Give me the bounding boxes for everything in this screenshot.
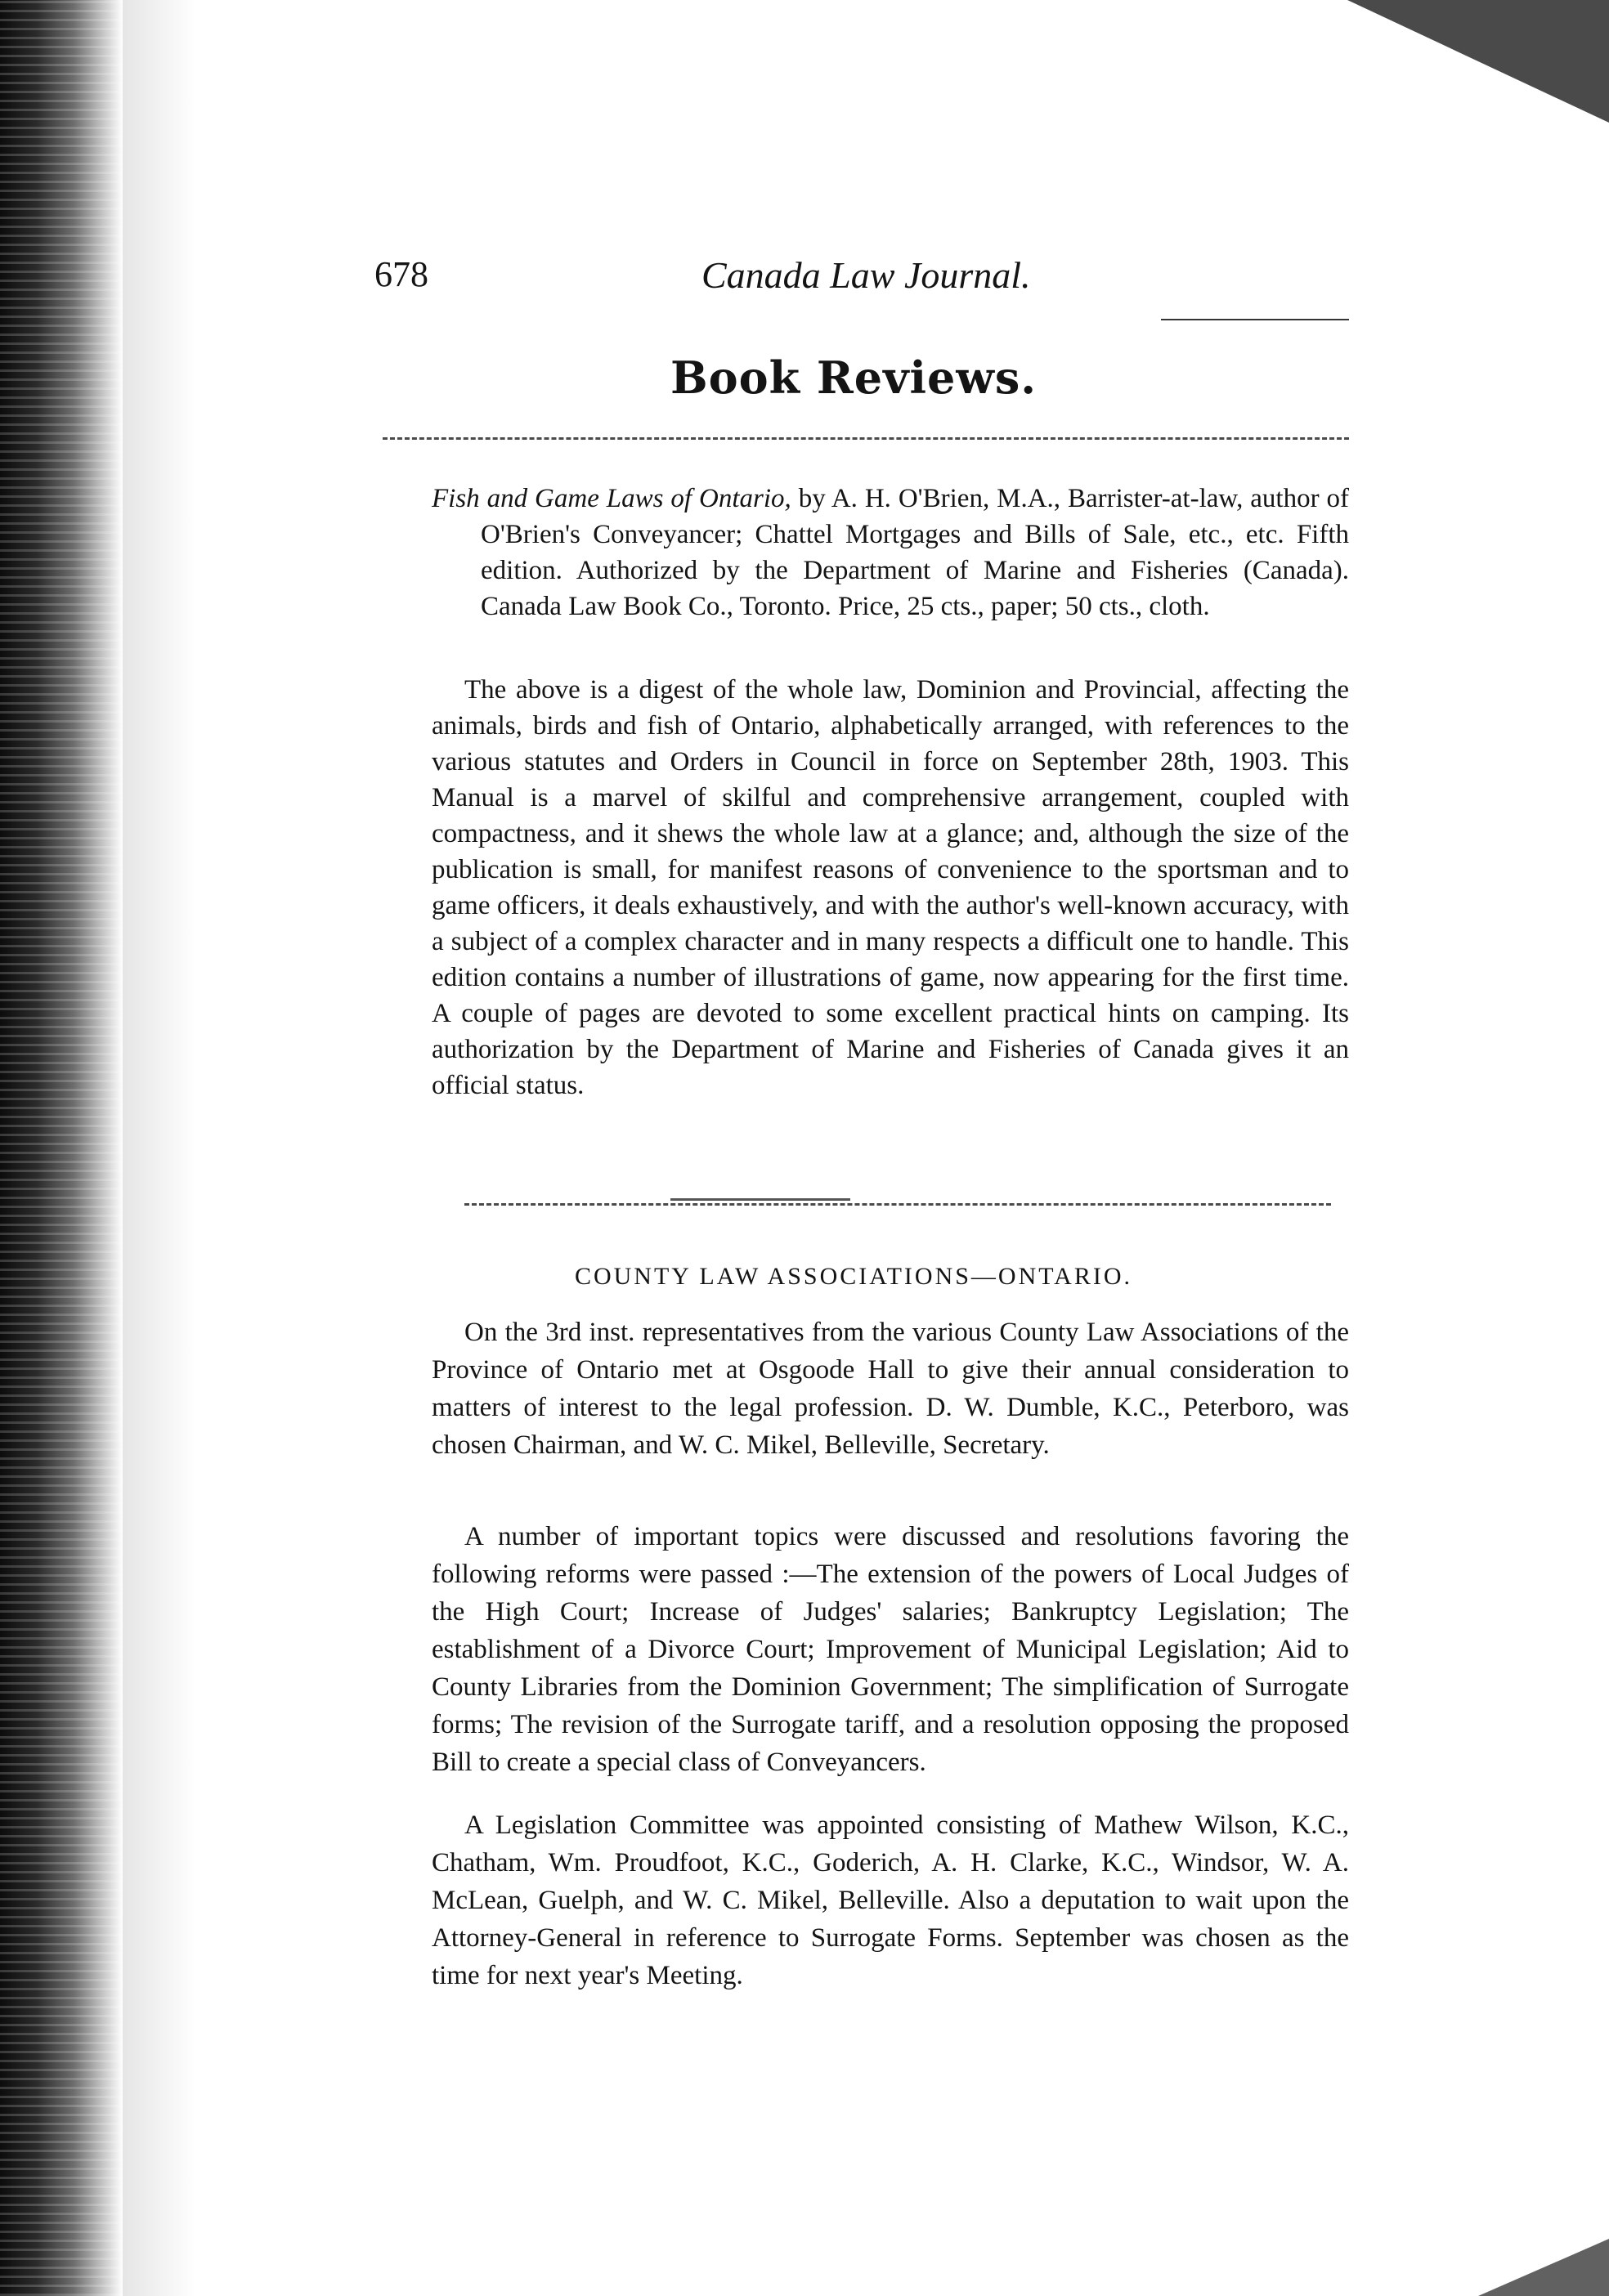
review-body: The above is a digest of the whole law, Dominion and Provincial, affecting the animals, birds and fish of Ontario, alphabetically arranged, with references to the various statutes and Orders in Council in force on September 28th, 1903. This Manual is a marvel of skilful and comprehensive arrangement, coupled with compactness, and it shews the whole law at a glance; and, although the size of the publication is small, for manifest reasons of convenience to the sportsman and to game officers, it deals exhaustively, and with the author's well-known accuracy, with a subject of a complex character and in many respects a difficult one to handle. This edition contains a number of illustrations of game, now appearing for the first time. A couple of pages are devoted to some excellent practical hints on camping. Its authorization by the Department of Marine and Fisheries of Canada gives it an official status. [432, 675, 1349, 1100]
book-citation-details: by A. H. O'Brien, M.A., Barrister-at-law, author of O'Brien's Conveyancer; Chattel Mortgages and Bills of Sale, etc., etc. Fifth edition. Authorized by the Department of Marine and Fisheries (Canada). Canada Law Book Co., Toronto. Price, 25 cts., paper; 50 cts., cloth. [481, 484, 1349, 621]
county-paragraph: A number of important topics were discussed and resolutions favoring the following reforms were passed :—The extension of the powers of Local Judges of the High Court; Increase of Judges' salaries; Bankruptcy Legislation; The establishment of a Divorce Court; Improvement of Municipal Legislation; Aid to County Libraries from the Dominion Government; The simplification of Surrogate forms; The revision of the Surrogate tariff, and a resolution opposing the proposed Bill to create a special class of Conveyancers. [432, 1522, 1349, 1777]
article-divider-accent [670, 1198, 850, 1201]
header-rule [1161, 319, 1349, 320]
section-divider [383, 437, 1349, 440]
page-header [374, 253, 1339, 311]
review-citation [432, 481, 1349, 624]
county-paragraph: On the 3rd inst. representatives from the various County Law Associations of the Province of Ontario met at Osgoode Hall to give their annual consideration to matters of interest to the legal profession. D. W. Dumble, K.C., Peterboro, was chosen Chairman, and W. C. Mikel, Belleville, Secretary. [432, 1318, 1349, 1460]
county-section-heading: COUNTY LAW ASSOCIATIONS—ONTARIO. [574, 1263, 1133, 1290]
article-divider [464, 1203, 1331, 1206]
journal-title: Canada Law Journal. [701, 254, 1031, 296]
county-paragraph: A Legislation Committee was appointed consisting of Mathew Wilson, K.C., Chatham, Wm. Proudfoot, K.C., Goderich, A. H. Clarke, K.C., Windsor, W. A. McLean, Guelph, and W. C. Mikel, Belleville. Also a deputation to wait upon the Attorney-General in reference to Surrogate Forms. September was chosen as the time for next year's Meeting. [432, 1810, 1349, 1990]
section-title: Book Reviews. [670, 351, 1038, 404]
page-number: 678 [374, 254, 428, 294]
book-title: Fish and Game Laws of Ontario, [432, 484, 791, 513]
